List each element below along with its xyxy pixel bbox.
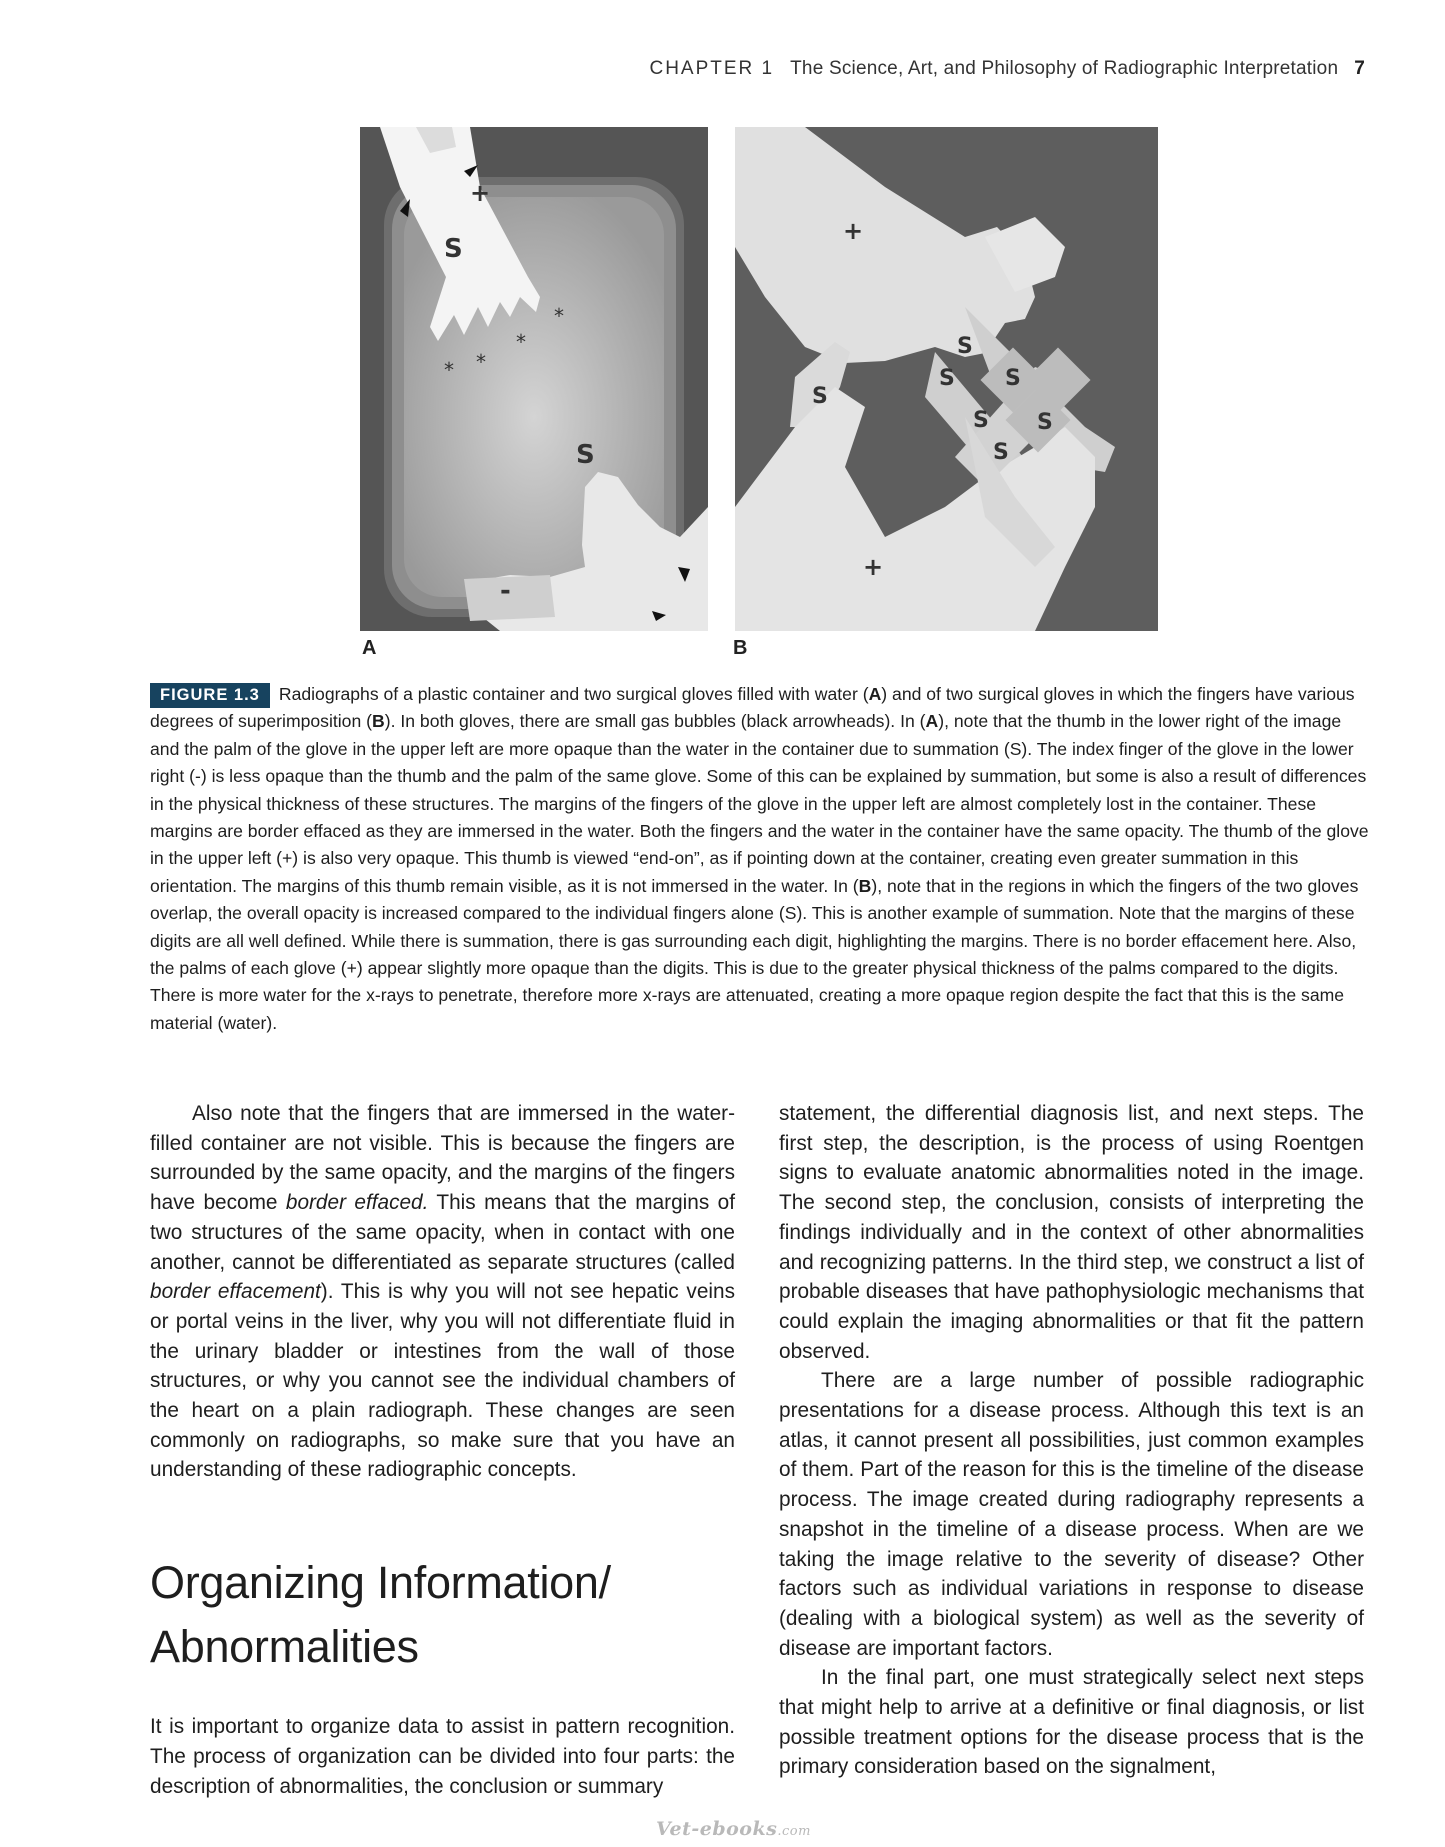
body-paragraph: statement, the differential diagnosis list, and next steps. The first step, the description, is the process of using Roentgen signs to evaluate anatomic abnormalities noted in the image. The second step, the conclusion, consists of interpreting the findings individually and in the context of other abnormalities and recognizing patterns. In the third step, we construct a list of probable diseases that have pathophysiologic mechanisms that could explain the imaging abnormalities or that fit the pattern observed. <box>779 1102 1364 1363</box>
radiograph-panel-a <box>360 127 708 631</box>
body-paragraph <box>150 1099 735 1485</box>
italic-term: border effaced. <box>285 1191 429 1215</box>
watermark-name: Vet-ebooks <box>656 1818 778 1840</box>
summation-mark-b1: S <box>812 384 828 409</box>
paragraph-text: Also note that the fingers that are immersed in the water-filled container are not visible. This is because the fingers are surrounded by the same opacity, and the margins of the fingers have become <box>150 1102 735 1215</box>
asterisk-mark-a1: * <box>554 304 564 328</box>
chapter-title: The Science, Art, and Philosophy of Radiographic Interpretation <box>790 58 1339 79</box>
plus-mark-a: + <box>470 179 491 207</box>
caption-ref-b: B <box>372 711 385 732</box>
caption-ref-a: A <box>868 684 882 704</box>
radiograph-b-image <box>735 127 1158 631</box>
paragraph-text: This means that the margins of two structures of the same opacity, when in contact with one another, cannot be differentiated as separate structures (called <box>150 1191 735 1274</box>
caption-text: ) and of two surgical gloves in which the fingers have various degrees of superimposition ( <box>150 684 1355 732</box>
summation-mark-b6: S <box>1037 410 1053 435</box>
asterisk-mark-a4: * <box>444 358 454 382</box>
summation-mark-b4: S <box>1005 366 1021 391</box>
summation-mark-b2: S <box>957 334 973 359</box>
summation-mark-b7: S <box>993 440 1009 465</box>
caption-text: ), note that in the regions in which the fingers of the two gloves overlap, the overall opacity is increased compared to the individual fingers alone (S). This is another example of summation. Note that the margins of these digits are all well defined. While there is summation, there is gas surrounding each digit, highlighting the margins. There is no border effacement here. Also, the palms of each glove (+) appear slightly more opaque than the digits. This is due to the greater physical thickness of the palms compared to the digits. There is more water for the x-rays to penetrate, therefore more x-rays are attenuated, creating a more opaque region despite the fact that this is the same material (water). <box>150 875 1359 1033</box>
panel-a-label: A <box>362 637 377 659</box>
italic-term: border effacement <box>150 1280 321 1304</box>
page-number: 7 <box>1354 58 1365 79</box>
plus-mark-b2: + <box>863 553 884 581</box>
minus-mark-a: - <box>500 576 511 606</box>
right-column <box>779 1099 1364 1782</box>
radiograph-a-image <box>360 127 708 631</box>
caption-text: ). In both gloves, there are small gas bubbles (black arrowheads). In ( <box>384 711 926 732</box>
chapter-label: CHAPTER 1 <box>649 58 775 79</box>
radiograph-panel-b <box>735 127 1158 631</box>
summation-mark-b3: S <box>939 366 955 391</box>
paragraph-text: ). This is why you will not see hepatic veins or portal veins in the liver, why you will not differentiate fluid in the urinary bladder or intestines from the wall of those structures, or why you cannot see the individual chambers of the heart on a plain radiograph. These changes are seen commonly on radiographs, so make sure that you have an understanding of these radiographic concepts. <box>150 1280 735 1482</box>
body-paragraph: There are a large number of possible radiographic presentations for a disease process. Although this text is an atlas, it cannot present all possibilities, just common examples of them. Part of the reason for this is the timeline of the disease process. The image created during radiography represents a snapshot in the timeline of a disease process. When are we taking the image relative to the severity of disease? Other factors such as individual variations in response to disease (dealing with a biological system) as well as the severity of disease are important factors. <box>779 1369 1364 1660</box>
summation-mark-a1: S <box>444 234 463 264</box>
summation-mark-a2: S <box>576 440 595 470</box>
figure-caption <box>150 681 1370 1037</box>
running-head <box>649 58 1365 80</box>
asterisk-mark-a2: * <box>516 330 526 354</box>
asterisk-mark-a3: * <box>476 350 486 374</box>
caption-text: Radiographs of a plastic container and two surgical gloves filled with water ( <box>278 684 869 704</box>
left-column <box>150 1099 735 1801</box>
caption-text: ), note that the thumb in the lower right of the image and the palm of the glove in the upper left are more opaque than the water in the container due to summation (S). The index finger of the glove in the lower right (-) is less opaque than the thumb and the palm of the same glove. Some of this can be explained by summation, but some is also a result of differences in the physical thickness of these structures. The margins of the fingers of the glove in the upper left are almost completely lost in the container. These margins are border effaced as they are immersed in the water. Both the fingers and the water in the container have the same opacity. The thumb of the glove in the upper left (+) is also very opaque. This thumb is viewed “end-on”, as if pointing down at the container, creating even greater summation in this orientation. The margins of this thumb remain visible, as it is not immersed in the water. In ( <box>150 711 1369 896</box>
caption-ref-a: A <box>925 711 939 732</box>
body-paragraph: In the final part, one must strategically select next steps that might help to arrive at a definitive or final diagnosis, or list possible treatment options for the disease process that is the primary consideration based on the signalment, <box>779 1666 1364 1779</box>
panel-b-label: B <box>733 637 748 659</box>
watermark-logo <box>656 1818 811 1840</box>
summation-mark-b5: S <box>973 408 989 433</box>
caption-ref-b: B <box>858 875 872 896</box>
body-paragraph: It is important to organize data to assist in pattern recognition. The process of organization can be divided into four parts: the description of abnormalities, the conclusion or summary <box>150 1715 735 1798</box>
figure-label: FIGURE 1.3 <box>150 683 270 708</box>
section-heading: Organizing Information/ Abnormalities <box>150 1557 611 1673</box>
plus-mark-b1: + <box>843 217 864 245</box>
watermark-domain: .com <box>777 1824 811 1839</box>
